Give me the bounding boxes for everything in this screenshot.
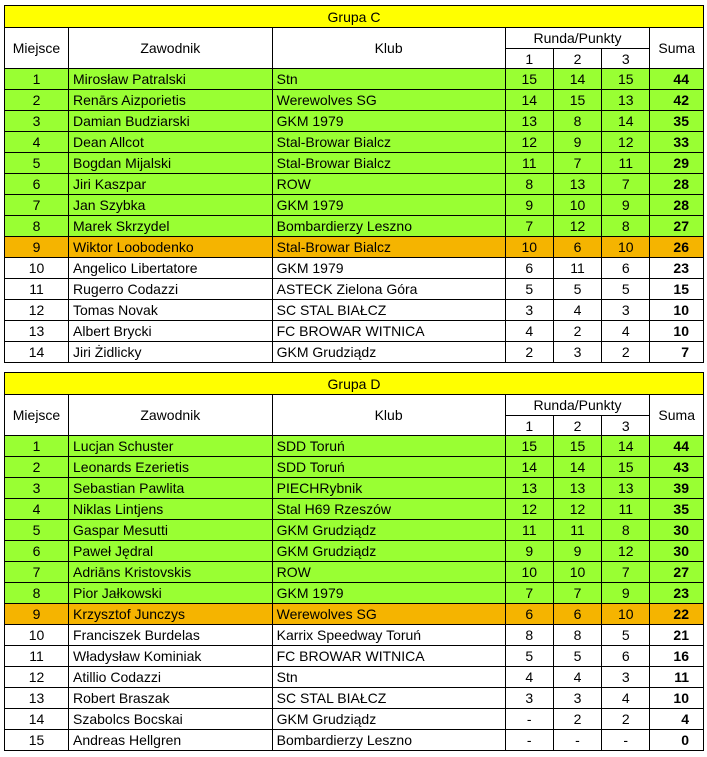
cell-round-1: -: [505, 730, 553, 751]
cell-klub: Werewolves SG: [272, 90, 505, 111]
cell-round-3: 8: [602, 216, 650, 237]
cell-round-1: -: [505, 709, 553, 730]
cell-round-1: 14: [505, 457, 553, 478]
cell-zawodnik: Dean Allcot: [69, 132, 273, 153]
cell-miejsce: 5: [5, 153, 69, 174]
cell-zawodnik: Marek Skrzydel: [69, 216, 273, 237]
table-row: [5, 688, 704, 709]
cell-suma: 27: [650, 216, 704, 237]
cell-round-2: 15: [553, 436, 601, 457]
table-row: [5, 604, 704, 625]
cell-miejsce: 1: [5, 436, 69, 457]
header-row: [5, 395, 704, 416]
cell-miejsce: 2: [5, 457, 69, 478]
cell-miejsce: 6: [5, 174, 69, 195]
cell-zawodnik: Paweł Jędral: [69, 541, 273, 562]
cell-zawodnik: Pior Jałkowski: [69, 583, 273, 604]
cell-miejsce: 7: [5, 195, 69, 216]
cell-round-1: 11: [505, 520, 553, 541]
cell-zawodnik: Robert Braszak: [69, 688, 273, 709]
cell-zawodnik: Renārs Aizporietis: [69, 90, 273, 111]
cell-suma: 30: [650, 520, 704, 541]
cell-round-1: 11: [505, 153, 553, 174]
cell-zawodnik: Angelico Libertatore: [69, 258, 273, 279]
header-suma: Suma: [650, 28, 704, 69]
cell-zawodnik: Atillio Codazzi: [69, 667, 273, 688]
cell-miejsce: 12: [5, 300, 69, 321]
cell-round-1: 3: [505, 300, 553, 321]
cell-miejsce: 10: [5, 258, 69, 279]
cell-klub: GKM 1979: [272, 195, 505, 216]
cell-suma: 0: [650, 730, 704, 751]
cell-round-3: 12: [602, 541, 650, 562]
table-row: [5, 541, 704, 562]
cell-klub: Karrix Speedway Toruń: [272, 625, 505, 646]
cell-round-2: 12: [553, 499, 601, 520]
cell-suma: 10: [650, 688, 704, 709]
cell-round-3: 10: [602, 604, 650, 625]
table-row: [5, 520, 704, 541]
cell-klub: FC BROWAR WITNICA: [272, 321, 505, 342]
cell-klub: FC BROWAR WITNICA: [272, 646, 505, 667]
cell-round-3: 3: [602, 300, 650, 321]
cell-round-3: 14: [602, 436, 650, 457]
cell-round-1: 4: [505, 321, 553, 342]
cell-zawodnik: Tomas Novak: [69, 300, 273, 321]
table-row: [5, 342, 704, 363]
cell-miejsce: 1: [5, 69, 69, 90]
cell-zawodnik: Gaspar Mesutti: [69, 520, 273, 541]
cell-suma: 7: [650, 342, 704, 363]
cell-suma: 29: [650, 153, 704, 174]
cell-round-2: 14: [553, 69, 601, 90]
table-row: [5, 237, 704, 258]
cell-round-1: 9: [505, 541, 553, 562]
cell-round-1: 5: [505, 646, 553, 667]
header-miejsce: Miejsce: [5, 28, 69, 69]
cell-zawodnik: Jiri Żidlicky: [69, 342, 273, 363]
cell-suma: 21: [650, 625, 704, 646]
cell-miejsce: 9: [5, 237, 69, 258]
cell-round-3: 6: [602, 258, 650, 279]
cell-round-3: 12: [602, 132, 650, 153]
header-round-2: 2: [553, 49, 601, 69]
cell-suma: 15: [650, 279, 704, 300]
table-row: [5, 583, 704, 604]
cell-miejsce: 12: [5, 667, 69, 688]
cell-round-1: 12: [505, 132, 553, 153]
cell-round-3: 7: [602, 174, 650, 195]
table-row: [5, 478, 704, 499]
header-round-3: 3: [602, 49, 650, 69]
cell-round-1: 5: [505, 279, 553, 300]
cell-suma: 26: [650, 237, 704, 258]
cell-round-2: 11: [553, 258, 601, 279]
cell-round-2: 10: [553, 195, 601, 216]
header-klub: Klub: [272, 28, 505, 69]
cell-round-3: 4: [602, 688, 650, 709]
cell-miejsce: 4: [5, 132, 69, 153]
cell-round-1: 2: [505, 342, 553, 363]
cell-klub: PIECHRybnik: [272, 478, 505, 499]
cell-round-2: -: [553, 730, 601, 751]
cell-round-3: 15: [602, 457, 650, 478]
cell-klub: SDD Toruń: [272, 457, 505, 478]
cell-round-1: 4: [505, 667, 553, 688]
cell-round-1: 13: [505, 111, 553, 132]
cell-round-1: 10: [505, 237, 553, 258]
table-row: [5, 646, 704, 667]
cell-zawodnik: Bogdan Mijalski: [69, 153, 273, 174]
cell-suma: 44: [650, 69, 704, 90]
cell-zawodnik: Leonards Ezerietis: [69, 457, 273, 478]
cell-round-3: 9: [602, 583, 650, 604]
cell-round-3: 8: [602, 520, 650, 541]
cell-suma: 22: [650, 604, 704, 625]
cell-klub: GKM Grudziądz: [272, 709, 505, 730]
table-row: [5, 69, 704, 90]
cell-miejsce: 14: [5, 342, 69, 363]
cell-klub: GKM 1979: [272, 583, 505, 604]
cell-round-1: 8: [505, 625, 553, 646]
cell-klub: SC STAL BIAŁCZ: [272, 688, 505, 709]
group-title: Grupa C: [5, 6, 704, 28]
table-row: [5, 499, 704, 520]
cell-suma: 16: [650, 646, 704, 667]
cell-zawodnik: Andreas Hellgren: [69, 730, 273, 751]
header-runda: Runda/Punkty: [505, 28, 650, 49]
cell-miejsce: 7: [5, 562, 69, 583]
cell-round-2: 8: [553, 625, 601, 646]
cell-round-2: 5: [553, 646, 601, 667]
cell-round-2: 3: [553, 342, 601, 363]
cell-klub: Bombardierzy Leszno: [272, 730, 505, 751]
cell-miejsce: 8: [5, 216, 69, 237]
table-row: [5, 258, 704, 279]
cell-zawodnik: Jiri Kaszpar: [69, 174, 273, 195]
cell-round-2: 4: [553, 667, 601, 688]
header-round-1: 1: [505, 416, 553, 436]
cell-round-3: 11: [602, 499, 650, 520]
cell-suma: 11: [650, 667, 704, 688]
table-row: [5, 195, 704, 216]
cell-klub: GKM Grudziądz: [272, 520, 505, 541]
cell-round-2: 6: [553, 237, 601, 258]
cell-round-1: 6: [505, 604, 553, 625]
cell-suma: 28: [650, 195, 704, 216]
table-row: [5, 562, 704, 583]
group-d-table: [4, 372, 704, 751]
cell-zawodnik: Szabolcs Bocskai: [69, 709, 273, 730]
cell-miejsce: 8: [5, 583, 69, 604]
cell-round-3: 3: [602, 667, 650, 688]
cell-round-3: 6: [602, 646, 650, 667]
cell-klub: GKM Grudziądz: [272, 541, 505, 562]
cell-miejsce: 9: [5, 604, 69, 625]
cell-zawodnik: Mirosław Patralski: [69, 69, 273, 90]
cell-round-1: 13: [505, 478, 553, 499]
cell-round-1: 7: [505, 216, 553, 237]
cell-round-3: 9: [602, 195, 650, 216]
cell-klub: ROW: [272, 562, 505, 583]
table-row: [5, 730, 704, 751]
cell-suma: 4: [650, 709, 704, 730]
cell-klub: Stal-Browar Bialcz: [272, 132, 505, 153]
header-zawodnik: Zawodnik: [69, 28, 273, 69]
cell-round-3: 10: [602, 237, 650, 258]
cell-round-2: 8: [553, 111, 601, 132]
cell-klub: SDD Toruń: [272, 436, 505, 457]
table-row: [5, 625, 704, 646]
cell-miejsce: 3: [5, 478, 69, 499]
cell-miejsce: 3: [5, 111, 69, 132]
cell-round-2: 14: [553, 457, 601, 478]
cell-zawodnik: Władysław Kominiak: [69, 646, 273, 667]
cell-miejsce: 13: [5, 688, 69, 709]
cell-suma: 30: [650, 541, 704, 562]
cell-suma: 35: [650, 111, 704, 132]
cell-round-3: 15: [602, 69, 650, 90]
table-row: [5, 216, 704, 237]
cell-round-2: 13: [553, 174, 601, 195]
cell-round-3: 13: [602, 478, 650, 499]
cell-zawodnik: Albert Brycki: [69, 321, 273, 342]
cell-round-2: 5: [553, 279, 601, 300]
cell-klub: GKM Grudziądz: [272, 342, 505, 363]
cell-klub: GKM 1979: [272, 258, 505, 279]
cell-suma: 39: [650, 478, 704, 499]
cell-round-3: 5: [602, 625, 650, 646]
cell-round-3: 2: [602, 709, 650, 730]
cell-suma: 23: [650, 583, 704, 604]
cell-round-3: 2: [602, 342, 650, 363]
cell-zawodnik: Lucjan Schuster: [69, 436, 273, 457]
header-klub: Klub: [272, 395, 505, 436]
table-row: [5, 132, 704, 153]
cell-suma: 23: [650, 258, 704, 279]
cell-zawodnik: Franciszek Burdelas: [69, 625, 273, 646]
cell-round-2: 4: [553, 300, 601, 321]
cell-klub: Stal H69 Rzeszów: [272, 499, 505, 520]
cell-round-1: 12: [505, 499, 553, 520]
cell-klub: SC STAL BIAŁCZ: [272, 300, 505, 321]
header-round-3: 3: [602, 416, 650, 436]
cell-klub: Stn: [272, 69, 505, 90]
cell-round-1: 10: [505, 562, 553, 583]
cell-suma: 10: [650, 321, 704, 342]
cell-klub: Bombardierzy Leszno: [272, 216, 505, 237]
table-row: [5, 90, 704, 111]
header-round-2: 2: [553, 416, 601, 436]
cell-round-2: 15: [553, 90, 601, 111]
table-row: [5, 279, 704, 300]
cell-suma: 35: [650, 499, 704, 520]
cell-zawodnik: Rugerro Codazzi: [69, 279, 273, 300]
cell-zawodnik: Damian Budziarski: [69, 111, 273, 132]
header-miejsce: Miejsce: [5, 395, 69, 436]
cell-round-1: 15: [505, 436, 553, 457]
group-c-table: [4, 5, 704, 363]
table-row: [5, 457, 704, 478]
group-title-row: [5, 373, 704, 395]
cell-miejsce: 13: [5, 321, 69, 342]
cell-zawodnik: Sebastian Pawlita: [69, 478, 273, 499]
cell-suma: 43: [650, 457, 704, 478]
cell-suma: 44: [650, 436, 704, 457]
table-row: [5, 300, 704, 321]
cell-round-2: 13: [553, 478, 601, 499]
cell-round-2: 2: [553, 321, 601, 342]
cell-zawodnik: Wiktor Loobodenko: [69, 237, 273, 258]
table-row: [5, 174, 704, 195]
cell-round-3: 4: [602, 321, 650, 342]
cell-zawodnik: Jan Szybka: [69, 195, 273, 216]
cell-round-3: 5: [602, 279, 650, 300]
cell-miejsce: 11: [5, 279, 69, 300]
table-row: [5, 111, 704, 132]
cell-suma: 10: [650, 300, 704, 321]
cell-round-1: 3: [505, 688, 553, 709]
table-row: [5, 153, 704, 174]
cell-miejsce: 14: [5, 709, 69, 730]
cell-miejsce: 6: [5, 541, 69, 562]
cell-zawodnik: Niklas Lintjens: [69, 499, 273, 520]
cell-suma: 42: [650, 90, 704, 111]
header-zawodnik: Zawodnik: [69, 395, 273, 436]
cell-round-1: 14: [505, 90, 553, 111]
cell-round-1: 15: [505, 69, 553, 90]
cell-klub: GKM 1979: [272, 111, 505, 132]
cell-miejsce: 2: [5, 90, 69, 111]
cell-round-1: 9: [505, 195, 553, 216]
cell-klub: ASTECK Zielona Góra: [272, 279, 505, 300]
cell-klub: Stn: [272, 667, 505, 688]
cell-round-2: 10: [553, 562, 601, 583]
cell-klub: Werewolves SG: [272, 604, 505, 625]
cell-round-2: 7: [553, 153, 601, 174]
cell-round-3: -: [602, 730, 650, 751]
cell-klub: ROW: [272, 174, 505, 195]
cell-round-3: 11: [602, 153, 650, 174]
cell-miejsce: 15: [5, 730, 69, 751]
cell-miejsce: 4: [5, 499, 69, 520]
cell-suma: 33: [650, 132, 704, 153]
group-title-row: [5, 6, 704, 28]
cell-klub: Stal-Browar Bialcz: [272, 153, 505, 174]
cell-round-2: 3: [553, 688, 601, 709]
group-title: Grupa D: [5, 373, 704, 395]
table-row: [5, 321, 704, 342]
cell-zawodnik: Krzysztof Junczys: [69, 604, 273, 625]
cell-suma: 27: [650, 562, 704, 583]
cell-round-2: 7: [553, 583, 601, 604]
header-round-1: 1: [505, 49, 553, 69]
header-suma: Suma: [650, 395, 704, 436]
cell-round-1: 8: [505, 174, 553, 195]
cell-round-2: 11: [553, 520, 601, 541]
header-runda: Runda/Punkty: [505, 395, 650, 416]
cell-miejsce: 11: [5, 646, 69, 667]
cell-round-3: 14: [602, 111, 650, 132]
cell-round-3: 13: [602, 90, 650, 111]
cell-round-2: 9: [553, 132, 601, 153]
cell-round-2: 12: [553, 216, 601, 237]
cell-round-1: 7: [505, 583, 553, 604]
cell-round-1: 6: [505, 258, 553, 279]
cell-suma: 28: [650, 174, 704, 195]
cell-round-2: 6: [553, 604, 601, 625]
cell-zawodnik: Adriāns Kristovskis: [69, 562, 273, 583]
cell-klub: Stal-Browar Bialcz: [272, 237, 505, 258]
table-row: [5, 667, 704, 688]
cell-round-3: 7: [602, 562, 650, 583]
header-row: [5, 28, 704, 49]
cell-round-2: 9: [553, 541, 601, 562]
table-row: [5, 436, 704, 457]
cell-round-2: 2: [553, 709, 601, 730]
table-row: [5, 709, 704, 730]
cell-miejsce: 5: [5, 520, 69, 541]
cell-miejsce: 10: [5, 625, 69, 646]
